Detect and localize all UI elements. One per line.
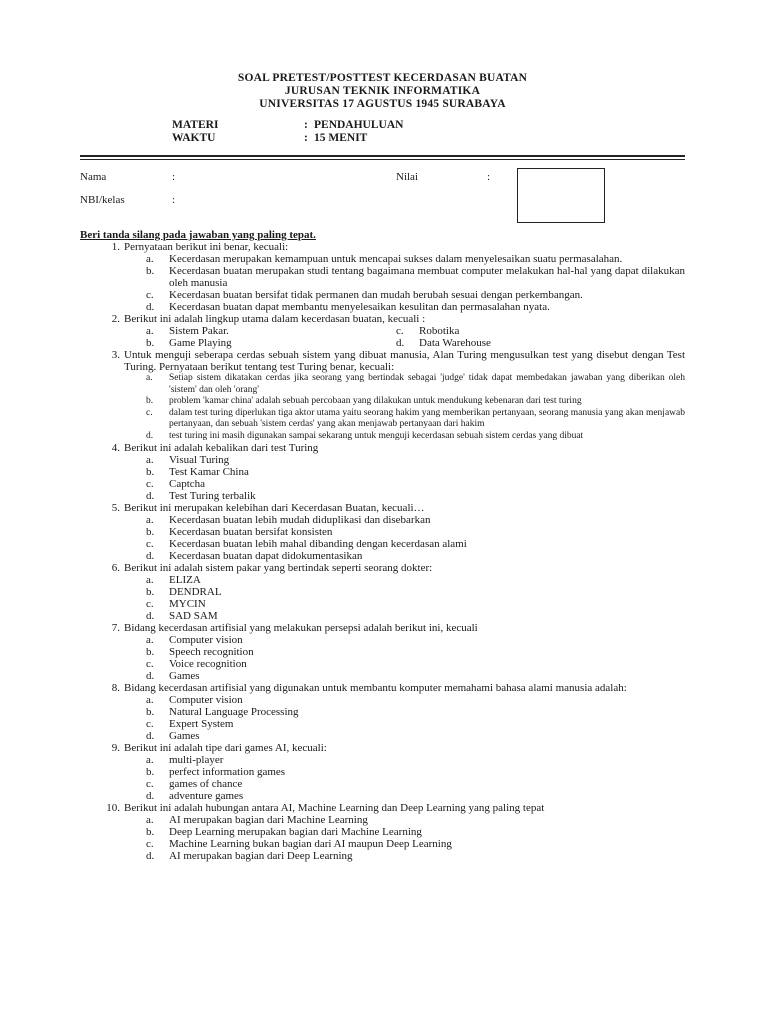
option-text: Computer vision	[169, 634, 243, 646]
question-1	[80, 241, 685, 313]
option-letter: b.	[146, 466, 155, 478]
option-text: Robotika	[419, 325, 460, 337]
option-text: Kecerdasan merupakan kemampuan untuk mencapai sukses dalam menyelesaikan suatu permasalahan.	[169, 253, 623, 265]
option-text: Kecerdasan buatan dapat membantu menyelesaikan kesulitan dan permasalahan nyata.	[169, 301, 550, 313]
option-text: Visual Turing	[169, 454, 230, 466]
question-number: 1.	[111, 241, 120, 253]
nama-colon: :	[172, 171, 176, 183]
nilai-label: Nilai	[396, 171, 418, 183]
option-text: Test Turing terbalik	[169, 490, 256, 502]
materi-colon: :	[304, 119, 308, 131]
option-text: Game Playing	[169, 337, 232, 349]
option-letter: a.	[146, 514, 154, 526]
option-letter: b.	[146, 826, 155, 838]
option-text: Captcha	[169, 478, 206, 490]
option-text: Kecerdasan buatan bersifat tidak permanen dan mudah berubah sesuai dengan perkembangan.	[169, 289, 583, 301]
question-number: 10.	[106, 802, 120, 814]
question-text: Untuk menguji seberapa cerdas sebuah sistem yang dibuat manusia, Alan Turing mengusulkan test yang disebut dengan Test Turing. Pernyataan berikut tentang test Turing benar, kecuali:	[124, 349, 685, 373]
option-letter: a.	[146, 574, 154, 586]
header-title: SOAL PRETEST/POSTTEST KECERDASAN BUATAN	[237, 72, 528, 84]
header-department: JURUSAN TEKNIK INFORMATIKA	[284, 85, 481, 97]
meta-materi	[172, 119, 403, 132]
question-text: Berikut ini adalah sistem pakar yang bertindak seperti seorang dokter:	[124, 562, 433, 574]
option-text: Machine Learning bukan bagian dari AI maupun Deep Learning	[169, 838, 452, 850]
question-text: Berikut ini adalah kebalikan dari test Turing	[124, 442, 319, 454]
option-b[interactable]	[146, 766, 685, 778]
option-text: DENDRAL	[169, 586, 222, 598]
question-number: 7.	[111, 622, 120, 634]
exam-meta	[172, 119, 403, 145]
option-letter: d.	[146, 790, 155, 802]
option-b[interactable]	[146, 586, 685, 598]
option-letter: a.	[146, 634, 154, 646]
option-letter: b.	[146, 646, 155, 658]
option-letter: a.	[146, 454, 154, 466]
option-d[interactable]	[146, 850, 685, 862]
question-number: 2.	[111, 313, 120, 325]
question-10	[80, 802, 685, 862]
option-text: Voice recognition	[169, 658, 247, 670]
option-grid	[146, 325, 685, 349]
option-text: Natural Language Processing	[169, 706, 299, 718]
option-c[interactable]	[146, 289, 685, 301]
option-b[interactable]	[146, 265, 685, 289]
option-letter: b.	[146, 766, 155, 778]
option-text: Kecerdasan buatan bersifat konsisten	[169, 526, 333, 538]
option-c[interactable]	[146, 598, 685, 610]
option-a[interactable]	[146, 574, 685, 586]
question-6	[80, 562, 685, 622]
option-letter: d.	[146, 850, 155, 862]
option-letter: c.	[146, 658, 154, 670]
meta-waktu	[172, 132, 403, 145]
header-university: UNIVERSITAS 17 AGUSTUS 1945 SURABAYA	[259, 98, 506, 110]
question-text: Pernyataan berikut ini benar, kecuali:	[124, 241, 289, 253]
option-letter: a.	[146, 325, 154, 337]
option-text: Games	[169, 730, 200, 742]
option-b[interactable]	[146, 396, 685, 408]
option-text: Expert System	[169, 718, 234, 730]
option-a[interactable]	[146, 454, 685, 466]
question-text: Berikut ini adalah tipe dari games AI, kecuali:	[124, 742, 327, 754]
nbi-colon: :	[172, 194, 176, 206]
waktu-value: 15 MENIT	[314, 132, 368, 144]
option-letter: a.	[146, 814, 154, 826]
option-d[interactable]	[146, 730, 685, 742]
option-a[interactable]	[146, 373, 685, 396]
option-c[interactable]	[146, 838, 685, 850]
materi-value: PENDAHULUAN	[314, 119, 404, 131]
option-text: Sistem Pakar.	[169, 325, 229, 337]
option-text: Computer vision	[169, 694, 243, 706]
option-letter: b.	[146, 586, 155, 598]
header-divider-thick	[80, 155, 685, 157]
option-b[interactable]	[146, 466, 685, 478]
option-letter: c.	[146, 718, 154, 730]
option-a[interactable]	[146, 514, 685, 526]
question-text: Berikut ini adalah lingkup utama dalam kecerdasan buatan, kecuali :	[124, 313, 426, 325]
nbi-label: NBI/kelas	[80, 194, 125, 206]
option-d[interactable]	[146, 550, 685, 562]
option-letter: a.	[146, 694, 154, 706]
option-letter: b.	[146, 265, 155, 277]
option-letter: c.	[396, 325, 404, 337]
question-number: 3.	[111, 349, 120, 361]
question-2	[80, 313, 685, 349]
option-a[interactable]	[146, 754, 685, 766]
option-d[interactable]	[396, 337, 646, 349]
option-a[interactable]	[146, 634, 685, 646]
option-text: Kecerdasan buatan lebih mahal dibanding dengan kecerdasan alami	[169, 538, 467, 550]
question-7	[80, 622, 685, 682]
option-text: problem 'kamar china' adalah sebuah percobaan yang dilakukan untuk mendukung kebenaran dari test turing	[169, 396, 582, 406]
question-number: 5.	[111, 502, 120, 514]
option-c[interactable]	[146, 658, 685, 670]
option-letter: a.	[146, 754, 154, 766]
option-text: Deep Learning merupakan bagian dari Machine Learning	[169, 826, 422, 838]
document-header	[80, 72, 685, 111]
option-letter: d.	[146, 301, 155, 313]
option-letter: d.	[146, 550, 155, 562]
option-letter: b.	[146, 706, 155, 718]
question-8	[80, 682, 685, 742]
option-letter: b.	[146, 337, 155, 349]
option-text: SAD SAM	[169, 610, 218, 622]
option-letter: c.	[146, 838, 154, 850]
materi-label: MATERI	[172, 119, 219, 131]
option-c[interactable]	[146, 478, 685, 490]
option-letter: d.	[396, 337, 405, 349]
option-text: Kecerdasan buatan merupakan studi tentang bagaimana membuat computer melakukan hal-hal yang dapat dilakukan oleh manusia	[169, 265, 685, 289]
option-letter: b.	[146, 526, 155, 538]
question-number: 4.	[111, 442, 120, 454]
option-text: AI merupakan bagian dari Deep Learning	[169, 850, 353, 862]
option-a[interactable]	[146, 814, 685, 826]
nama-label: Nama	[80, 171, 107, 183]
option-letter: b.	[146, 396, 154, 406]
option-text: Games	[169, 670, 200, 682]
option-d[interactable]	[146, 301, 685, 313]
question-9	[80, 742, 685, 802]
option-d[interactable]	[146, 610, 685, 622]
question-number: 8.	[111, 682, 120, 694]
option-text: Test Kamar China	[169, 466, 249, 478]
question-number: 6.	[111, 562, 120, 574]
option-text: dalam test turing diperlukan tiga aktor utama yaitu seorang hakim yang memberikan pertanyaan, seorang manusia yang akan menjawab pertanyaan, dan sebuah 'sistem cerdas' yang akan menjawab pertanyaan dari hakim	[169, 407, 685, 429]
option-text: Speech recognition	[169, 646, 254, 658]
option-text: Data Warehouse	[419, 337, 491, 349]
option-b[interactable]	[146, 826, 685, 838]
score-box[interactable]	[517, 168, 605, 223]
option-d[interactable]	[146, 490, 685, 502]
question-text: Bidang kecerdasan artifisial yang digunakan untuk membantu komputer memahami bahasa alami manusia adalah:	[124, 682, 627, 694]
option-c[interactable]	[146, 408, 685, 431]
option-b[interactable]	[146, 526, 685, 538]
waktu-colon: :	[304, 132, 308, 144]
header-divider-thin	[80, 159, 685, 160]
question-5	[80, 502, 685, 562]
option-text: Kecerdasan buatan dapat didokumentasikan	[169, 550, 363, 562]
option-d[interactable]	[146, 790, 685, 802]
option-d[interactable]	[146, 670, 685, 682]
option-letter: c.	[146, 407, 153, 418]
option-letter: c.	[146, 598, 154, 610]
option-b[interactable]	[146, 337, 396, 349]
option-c[interactable]	[146, 718, 685, 730]
option-letter: d.	[146, 430, 154, 441]
instruction-text: Beri tanda silang pada jawaban yang paling tepat.	[80, 229, 316, 241]
nilai-colon: :	[487, 171, 491, 183]
option-b[interactable]	[146, 646, 685, 658]
question-text: Berikut ini adalah hubungan antara AI, Machine Learning dan Deep Learning yang paling tepat	[124, 802, 545, 814]
question-number: 9.	[111, 742, 120, 754]
option-a[interactable]	[146, 694, 685, 706]
option-letter: c.	[146, 289, 154, 301]
waktu-label: WAKTU	[172, 132, 216, 144]
option-text: games of chance	[169, 778, 243, 790]
option-b[interactable]	[146, 706, 685, 718]
option-c[interactable]	[396, 325, 646, 337]
question-4	[80, 442, 685, 502]
option-letter: d.	[146, 730, 155, 742]
option-text: MYCIN	[169, 598, 206, 610]
option-letter: c.	[146, 478, 154, 490]
option-text: multi-player	[169, 754, 224, 766]
option-text: AI merupakan bagian dari Machine Learning	[169, 814, 368, 826]
question-list	[80, 241, 685, 862]
option-d[interactable]	[146, 431, 685, 443]
option-text: adventure games	[169, 790, 244, 802]
option-text: Kecerdasan buatan lebih mudah diduplikasi dan disebarkan	[169, 514, 431, 526]
option-text: test turing ini masih digunakan sampai sekarang untuk menguji kecerdasan sebuah sistem cerdas yang dibuat	[169, 430, 584, 441]
option-letter: c.	[146, 538, 154, 550]
question-text: Berikut ini merupakan kelebihan dari Kecerdasan Buatan, kecuali…	[124, 502, 425, 514]
question-3	[80, 349, 685, 442]
option-letter: d.	[146, 490, 155, 502]
option-text: Setiap sistem dikatakan cerdas jika seorang yang bertindak sebagai 'judge' tidak dapat membedakan jawaban yang diberikan oleh 'sistem' dan oleh 'orang'	[169, 373, 685, 395]
option-a[interactable]	[146, 325, 396, 337]
option-text: ELIZA	[169, 574, 201, 586]
option-a[interactable]	[146, 253, 685, 265]
option-letter: a.	[146, 253, 154, 265]
option-letter: d.	[146, 610, 155, 622]
question-text: Bidang kecerdasan artifisial yang melakukan persepsi adalah berikut ini, kecuali	[124, 622, 478, 634]
option-letter: c.	[146, 778, 154, 790]
option-text: perfect information games	[169, 766, 286, 778]
option-c[interactable]	[146, 778, 685, 790]
option-letter: d.	[146, 670, 155, 682]
option-c[interactable]	[146, 538, 685, 550]
option-letter: a.	[146, 373, 153, 383]
